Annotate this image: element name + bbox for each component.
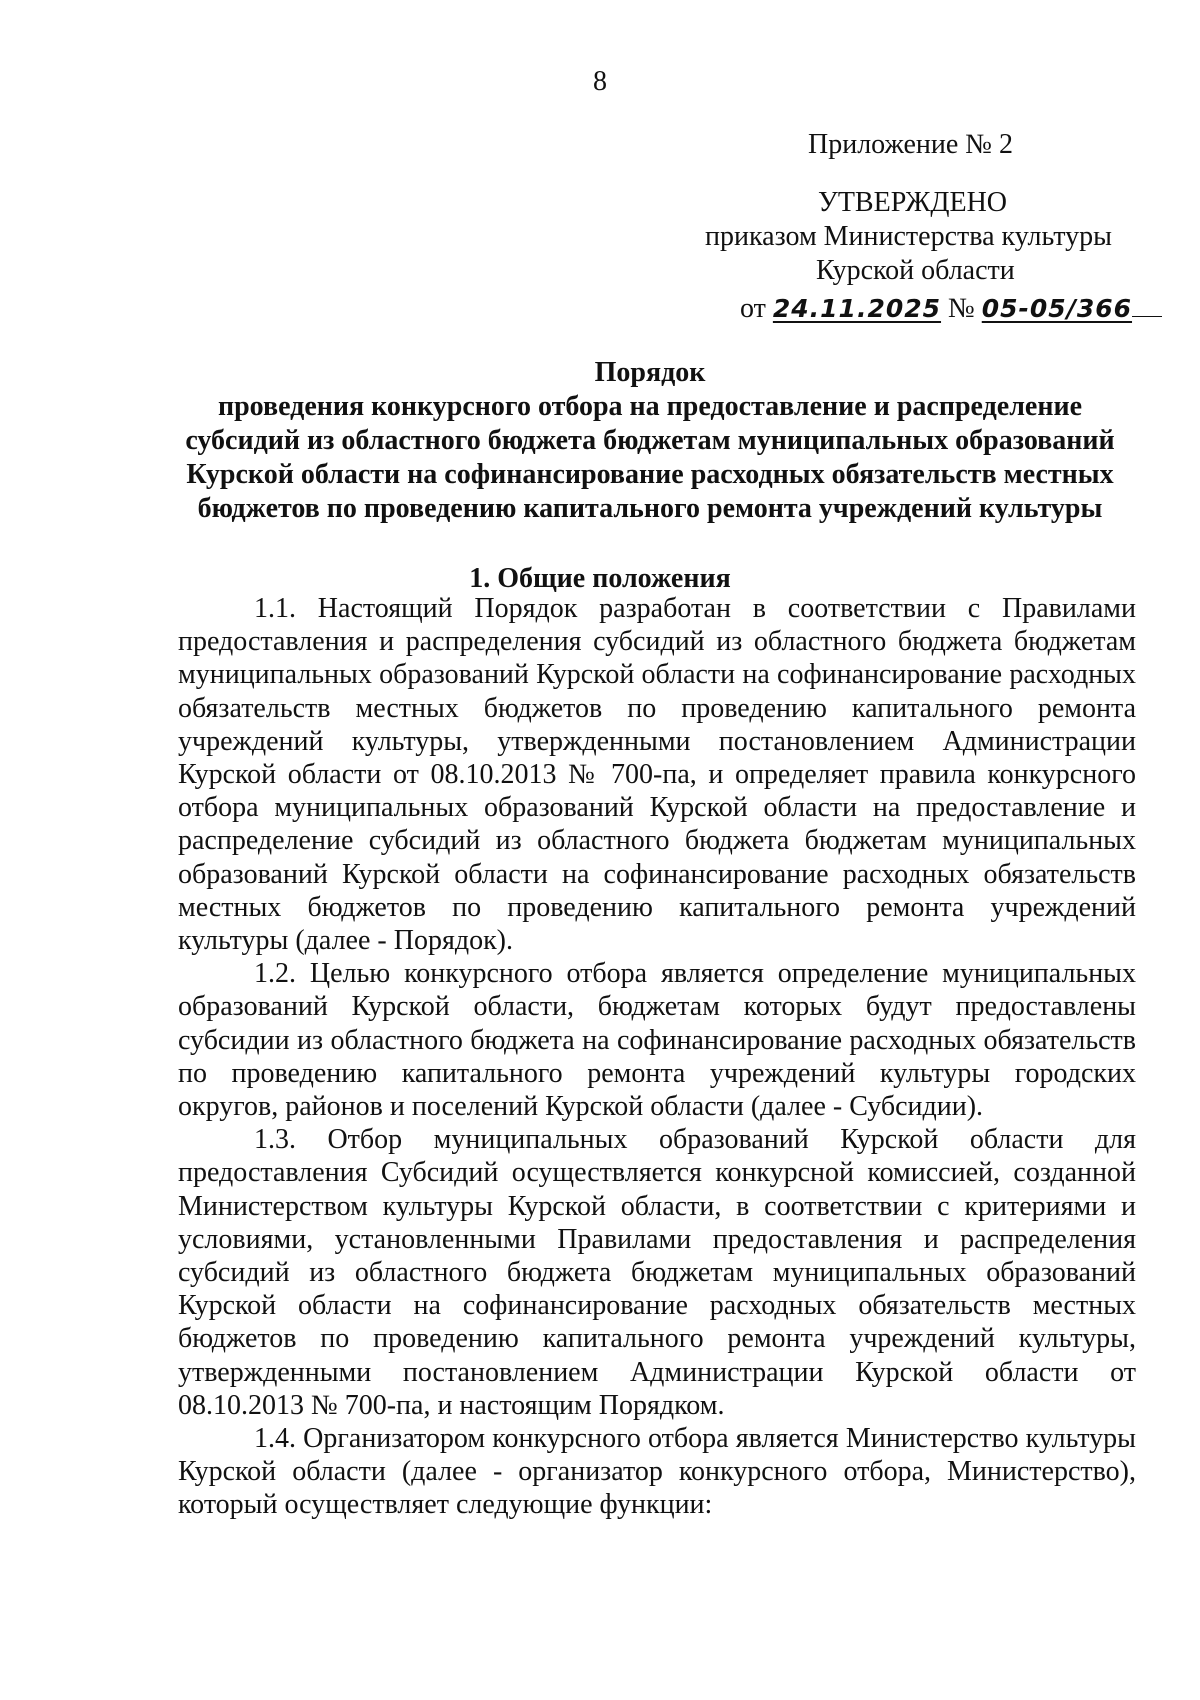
title-line-2: субсидий из областного бюджета бюджетам муниципальных образований: [185, 425, 1115, 456]
handwritten-number: 05-05/366: [981, 294, 1133, 323]
title-heading: Порядок: [594, 357, 706, 388]
date-prefix: от: [740, 293, 766, 324]
title-line-3: Курской области на софинансирование расходных обязательств местных: [186, 459, 1114, 490]
title-line-1: проведения конкурсного отбора на предоставление и распределение: [217, 391, 1083, 422]
paragraph-1-4: 1.4. Организатором конкурсного отбора является Министерство культуры Курской области (далее - организатор конкурсного отбора, Министерство), который осуществляет следующие функции:: [178, 1423, 1136, 1521]
paragraph-1-2: 1.2. Целью конкурсного отбора является определение муниципальных образований Курской области, бюджетам которых будут предоставлены субсидии из областного бюджета на софинансирование расходных обязательств по проведению капитального ремонта учреждений культуры городских округов, районов и поселений Курской области (далее - Субсидии).: [178, 958, 1136, 1123]
document-title: [170, 356, 1130, 526]
underline-tail: [1132, 294, 1162, 317]
order-line-1: приказом Министерства культуры: [705, 221, 1112, 252]
number-sign: №: [948, 293, 975, 324]
appendix-label: Приложение № 2: [808, 129, 1013, 160]
page-number: 8: [593, 66, 607, 97]
paragraph-1-3: 1.3. Отбор муниципальных образований Курской области для предоставления Субсидий осуществляется конкурсной комиссией, созданной Министерством культуры Курской области, в соответствии с критериями и условиями, установленными Правилами предоставления и распределения субсидий из областного бюджета бюджетам муниципальных образований Курской области на софинансирование расходных обязательств местных бюджетов по проведению капитального ремонта учреждений культуры, утвержденными постановлением Администрации Курской области от 08.10.2013 № 700-па, и настоящим Порядком.: [178, 1124, 1136, 1421]
handwritten-date: 24.11.2025: [772, 294, 942, 323]
section-body: [178, 592, 1136, 1522]
order-line-2: Курской области: [816, 255, 1015, 286]
order-date-line: [740, 292, 1162, 326]
approved-stamp-text: УТВЕРЖДЕНО: [818, 187, 1008, 218]
section-heading: 1. Общие положения: [469, 563, 731, 594]
title-line-4: бюджетов по проведению капитального ремонта учреждений культуры: [197, 493, 1103, 524]
paragraph-1-1: 1.1. Настоящий Порядок разработан в соответствии с Правилами предоставления и распределения субсидий из областного бюджета бюджетам муниципальных образований Курской области на софинансирование расходных обязательств местных бюджетов по проведению капитального ремонта учреждений культуры, утвержденными постановлением Администрации Курской области от 08.10.2013 № 700-па, и определяет правила конкурсного отбора муниципальных образований Курской области на предоставление и распределение субсидий из областного бюджета бюджетам муниципальных образований Курской области на софинансирование расходных обязательств местных бюджетов по проведению капитального ремонта учреждений культуры (далее - Порядок).: [178, 593, 1136, 957]
